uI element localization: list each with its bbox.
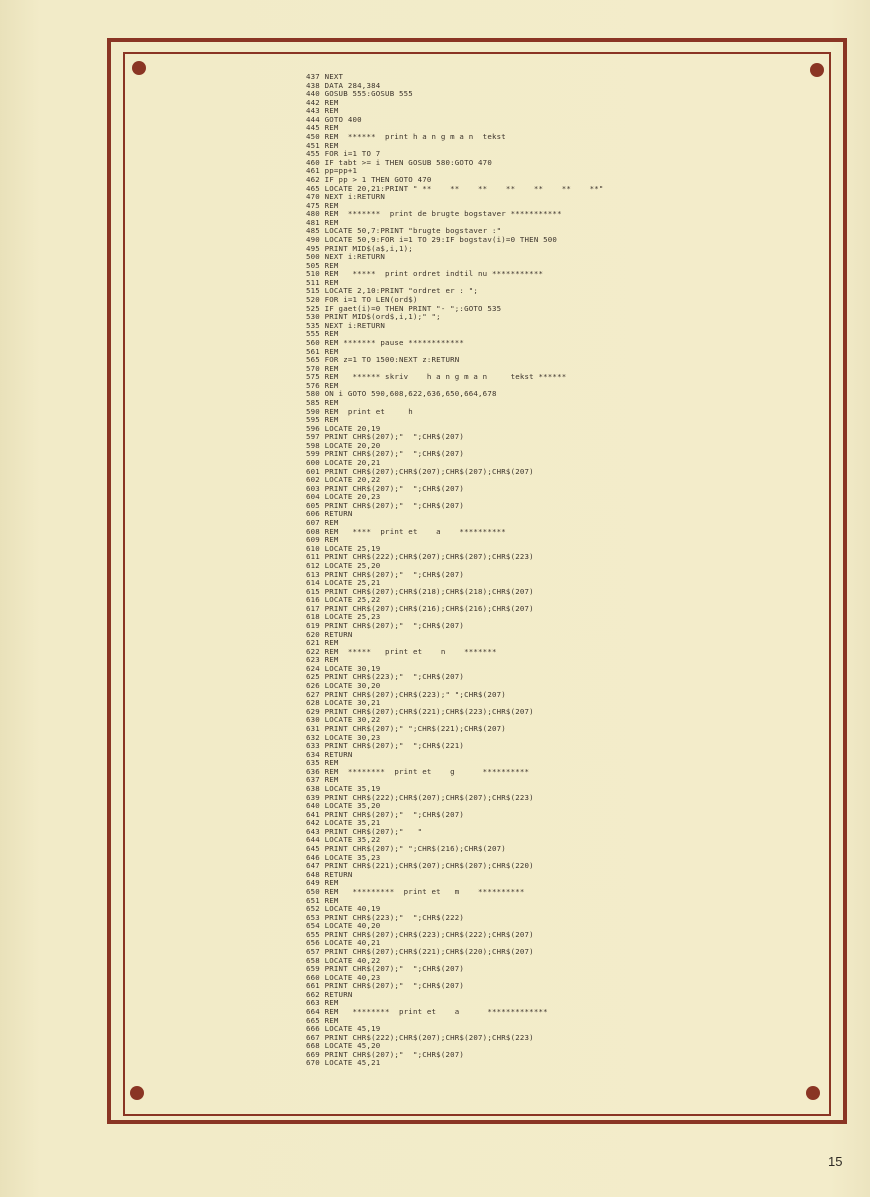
code-line: 655 PRINT CHR$(207);CHR$(223);CHR$(222);CHR$(207) [306, 929, 534, 939]
code-line: 445 REM [306, 123, 339, 133]
code-line: 611 PRINT CHR$(222);CHR$(207);CHR$(207);CHR$(223) [306, 552, 534, 562]
code-line: 481 REM [306, 217, 339, 227]
code-line: 652 LOCATE 40,19 [306, 904, 381, 914]
code-line: 596 LOCATE 20,19 [306, 423, 381, 433]
code-line: 620 RETURN [306, 629, 353, 639]
code-line: 460 IF tabt >= i THEN GOSUB 580:GOTO 470 [306, 157, 492, 167]
code-line: 530 PRINT MID$(ord$,i,1);" "; [306, 312, 441, 322]
code-line: 667 PRINT CHR$(222);CHR$(207);CHR$(207);CHR$(223) [306, 1032, 534, 1042]
code-line: 641 PRINT CHR$(207);" ";CHR$(207) [306, 809, 465, 819]
code-line: 585 REM [306, 397, 339, 407]
code-line: 615 PRINT CHR$(207);CHR$(218);CHR$(218);CHR$(207) [306, 586, 534, 596]
code-line: 661 PRINT CHR$(207);" ";CHR$(207) [306, 981, 465, 991]
code-line: 662 RETURN [306, 989, 353, 999]
code-line: 659 PRINT CHR$(207);" ";CHR$(207) [306, 964, 465, 974]
code-line: 647 PRINT CHR$(221);CHR$(207);CHR$(207);CHR$(220) [306, 861, 534, 871]
code-line: 616 LOCATE 25,22 [306, 595, 381, 605]
corner-dot-top-right [810, 63, 824, 77]
code-line: 654 LOCATE 40,20 [306, 921, 381, 931]
code-line: 631 PRINT CHR$(207);" ";CHR$(221);CHR$(207) [306, 723, 506, 733]
code-line: 642 LOCATE 35,21 [306, 818, 381, 828]
corner-dot-top-left [132, 61, 146, 75]
code-line: 495 PRINT MID$(a$,i,1); [306, 243, 413, 253]
code-line: 660 LOCATE 40,23 [306, 972, 381, 982]
code-line: 525 IF gaet(i)=0 THEN PRINT "- ";:GOTO 535 [306, 303, 502, 313]
code-line: 603 PRINT CHR$(207);" ";CHR$(207) [306, 483, 465, 493]
page-number: 15 [828, 1154, 843, 1169]
code-line: 475 REM [306, 200, 339, 210]
code-line: 663 REM [306, 998, 339, 1008]
code-line: 650 REM ********* print et m ********** [306, 886, 525, 896]
code-line: 632 LOCATE 30,23 [306, 732, 381, 742]
code-line: 608 REM **** print et a ********** [306, 526, 506, 536]
code-line: 664 REM ******** print et a ************* [306, 1007, 548, 1017]
code-line: 613 PRINT CHR$(207);" ";CHR$(207) [306, 569, 465, 579]
code-line: 597 PRINT CHR$(207);" ";CHR$(207) [306, 432, 465, 442]
code-line: 580 ON i GOTO 590,608,622,636,650,664,678 [306, 389, 497, 399]
code-line: 511 REM [306, 277, 339, 287]
code-line: 617 PRINT CHR$(207);CHR$(216);CHR$(216);CHR$(207) [306, 603, 534, 613]
code-line: 604 LOCATE 20,23 [306, 492, 381, 502]
code-line: 451 REM [306, 140, 339, 150]
code-line: 624 LOCATE 30,19 [306, 663, 381, 673]
code-line: 510 REM ***** print ordret indtil nu *********** [306, 269, 544, 279]
code-line: 442 REM [306, 97, 339, 107]
code-line: 634 RETURN [306, 749, 353, 759]
code-line: 668 LOCATE 45,20 [306, 1041, 381, 1051]
code-line: 656 LOCATE 40,21 [306, 938, 381, 948]
code-line: 600 LOCATE 20,21 [306, 458, 381, 468]
code-line: 598 LOCATE 20,20 [306, 440, 381, 450]
code-line: 636 REM ******** print et g ********** [306, 766, 530, 776]
code-line: 637 REM [306, 775, 339, 785]
corner-dot-bottom-right [806, 1086, 820, 1100]
code-line: 618 LOCATE 25,23 [306, 612, 381, 622]
code-line: 622 REM ***** print et n ******* [306, 646, 497, 656]
code-line: 561 REM [306, 346, 339, 356]
code-line: 640 LOCATE 35,20 [306, 801, 381, 811]
code-line: 461 pp=pp+1 [306, 166, 358, 176]
code-line: 437 NEXT [306, 73, 344, 81]
code-line: 648 RETURN [306, 869, 353, 879]
code-line: 645 PRINT CHR$(207);" ";CHR$(216);CHR$(207) [306, 844, 506, 854]
code-line: 590 REM print et h [306, 406, 413, 416]
code-line: 500 NEXT i:RETURN [306, 252, 386, 262]
code-line: 565 FOR z=1 TO 1500:NEXT z:RETURN [306, 355, 460, 365]
code-line: 643 PRINT CHR$(207);" " [306, 826, 423, 836]
code-line: 505 REM [306, 260, 339, 270]
code-line: 619 PRINT CHR$(207);" ";CHR$(207) [306, 621, 465, 630]
code-line: 438 DATA 284,384 [306, 80, 381, 90]
code-line: 669 PRINT CHR$(207);" ";CHR$(207) [306, 1049, 465, 1059]
code-line: 485 LOCATE 50,7:PRINT "brugte bogstaver :" [306, 226, 502, 236]
code-line: 443 REM [306, 106, 339, 116]
code-line: 626 LOCATE 30,20 [306, 681, 381, 691]
corner-dot-bottom-left [130, 1086, 144, 1100]
code-line: 601 PRINT CHR$(207);CHR$(207);CHR$(207);CHR$(207) [306, 466, 534, 476]
code-line: 629 PRINT CHR$(207);CHR$(221);CHR$(223);CHR$(207) [306, 706, 534, 716]
code-line: 555 REM [306, 329, 339, 339]
code-line: 646 LOCATE 35,23 [306, 852, 381, 862]
code-line: 639 PRINT CHR$(222);CHR$(207);CHR$(207);CHR$(223) [306, 792, 534, 802]
code-line: 470 NEXT i:RETURN [306, 192, 386, 202]
code-line: 575 REM ****** skriv h a n g m a n tekst ****** [306, 372, 567, 382]
code-line: 666 LOCATE 45,19 [306, 1024, 381, 1034]
code-line: 628 LOCATE 30,21 [306, 698, 381, 708]
code-line: 633 PRINT CHR$(207);" ";CHR$(221) [306, 741, 465, 751]
code-line: 630 LOCATE 30,22 [306, 715, 381, 725]
code-line: 444 GOTO 400 [306, 114, 362, 124]
code-line: 609 REM [306, 535, 339, 545]
code-line: 623 REM [306, 655, 339, 665]
basic-program-listing [306, 73, 776, 1087]
code-line: 653 PRINT CHR$(223);" ";CHR$(222) [306, 912, 465, 922]
code-line: 465 LOCATE 20,21:PRINT " ** ** ** ** ** ** **" [306, 183, 604, 193]
code-line: 614 LOCATE 25,21 [306, 578, 381, 588]
code-line: 649 REM [306, 878, 339, 888]
code-line: 576 REM [306, 380, 339, 390]
code-line: 535 NEXT i:RETURN [306, 320, 386, 330]
code-line: 644 LOCATE 35,22 [306, 835, 381, 845]
code-line: 621 REM [306, 638, 339, 648]
code-line: 635 REM [306, 758, 339, 768]
code-line: 625 PRINT CHR$(223);" ";CHR$(207) [306, 672, 465, 682]
code-line: 607 REM [306, 518, 339, 528]
code-line: 606 RETURN [306, 509, 353, 519]
code-line: 462 IF pp > 1 THEN GOTO 470 [306, 174, 432, 184]
code-line: 570 REM [306, 363, 339, 373]
code-line: 605 PRINT CHR$(207);" ";CHR$(207) [306, 500, 465, 510]
code-line: 455 FOR i=1 TO 7 [306, 149, 381, 159]
code-line: 638 LOCATE 35,19 [306, 783, 381, 793]
code-line: 602 LOCATE 20,22 [306, 475, 381, 485]
code-line: 665 REM [306, 1015, 339, 1025]
code-line: 450 REM ****** print h a n g m a n tekst [306, 132, 506, 142]
code-line: 657 PRINT CHR$(207);CHR$(221);CHR$(220);CHR$(207) [306, 946, 534, 956]
code-line: 520 FOR i=1 TO LEN(ord$) [306, 295, 418, 305]
code-line: 480 REM ******* print de brugte bogstaver *********** [306, 209, 562, 219]
code-line: 599 PRINT CHR$(207);" ";CHR$(207) [306, 449, 465, 459]
code-line: 515 LOCATE 2,10:PRINT "ordret er : "; [306, 286, 479, 296]
code-line: 610 LOCATE 25,19 [306, 543, 381, 553]
code-line: 658 LOCATE 40,22 [306, 955, 381, 965]
code-line: 612 LOCATE 25,20 [306, 560, 381, 570]
code-line: 651 REM [306, 895, 339, 905]
code-line: 490 LOCATE 50,9:FOR i=1 TO 29:IF bogstav(i)=0 THEN 500 [306, 234, 558, 244]
code-line: 560 REM ******* pause ************ [306, 337, 465, 347]
code-line: 627 PRINT CHR$(207);CHR$(223);" ";CHR$(207) [306, 689, 506, 699]
code-line: 670 LOCATE 45,21 [306, 1058, 381, 1068]
code-line: 595 REM [306, 415, 339, 425]
code-line: 440 GOSUB 555:GOSUB 555 [306, 89, 413, 99]
